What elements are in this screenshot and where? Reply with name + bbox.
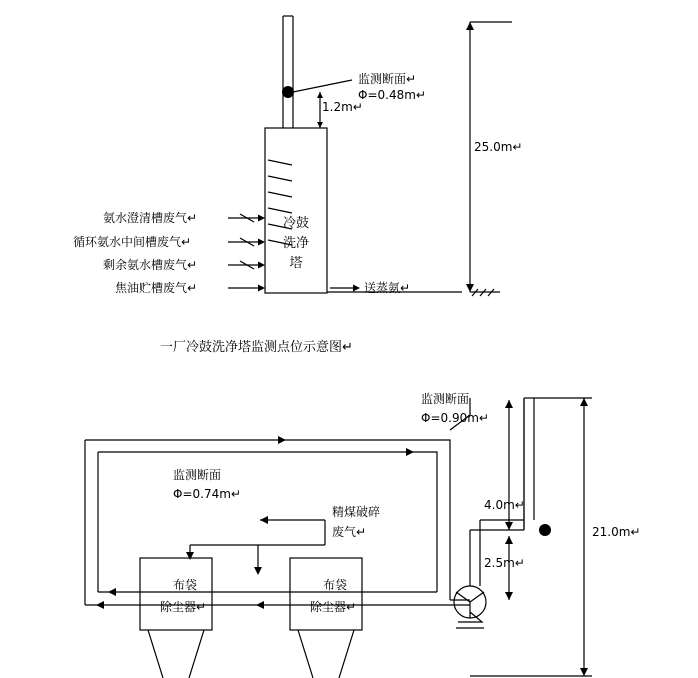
- figure1-caption: 一厂冷鼓洗净塔监测点位示意图↵: [160, 340, 353, 355]
- tower-label-line-2: 洗净: [282, 236, 309, 251]
- figure2-diameter-inner-label: Φ=0.74m↵: [173, 487, 241, 501]
- tower-label-line-1: 冷鼓: [282, 216, 309, 231]
- figure2-dim-2-5m-label: 2.5m↵: [484, 556, 525, 570]
- inlet-label-3: 剩余氨水槽废气↵: [103, 258, 198, 272]
- figure2-monitor-section-top-label: 监测断面: [421, 392, 470, 406]
- figure2-monitor-point-dot: [539, 524, 551, 536]
- outlet-label: 送蒸氨↵: [364, 281, 411, 295]
- inlet-label-2: 循环氨水中间槽废气↵: [73, 235, 192, 249]
- bag-filter-right-line-1: 布袋: [322, 578, 347, 592]
- bag-filter-left-line-2: 除尘器↵: [159, 600, 207, 614]
- figure2-monitor-section-inner-label: 监测断面: [173, 468, 222, 482]
- figure1-diameter-label: Φ=0.48m↵: [358, 88, 426, 102]
- bag-filter-left-line-1: 布袋: [172, 578, 197, 592]
- crusher-source-line-2: 废气↵: [332, 525, 367, 539]
- figure1-height-1-2m-label: 1.2m↵: [322, 100, 363, 114]
- figure2-dim-21-0m-label: 21.0m↵: [592, 525, 641, 539]
- figure1-monitor-section-label: 监测断面↵: [358, 72, 417, 86]
- tower-label-line-3: 塔: [289, 256, 303, 271]
- inlet-label-1: 氨水澄清槽废气↵: [103, 211, 198, 225]
- inlet-label-4: 焦油贮槽废气↵: [115, 281, 198, 295]
- figure2-dim-4-0m-label: 4.0m↵: [484, 498, 525, 512]
- figure2-diameter-top-label: Φ=0.90m↵: [421, 411, 489, 425]
- crusher-source-line-1: 精煤破碎: [332, 505, 381, 519]
- figure1-stack-height-label: 25.0m↵: [474, 140, 523, 154]
- bag-filter-right-line-2: 除尘器↵: [309, 600, 357, 614]
